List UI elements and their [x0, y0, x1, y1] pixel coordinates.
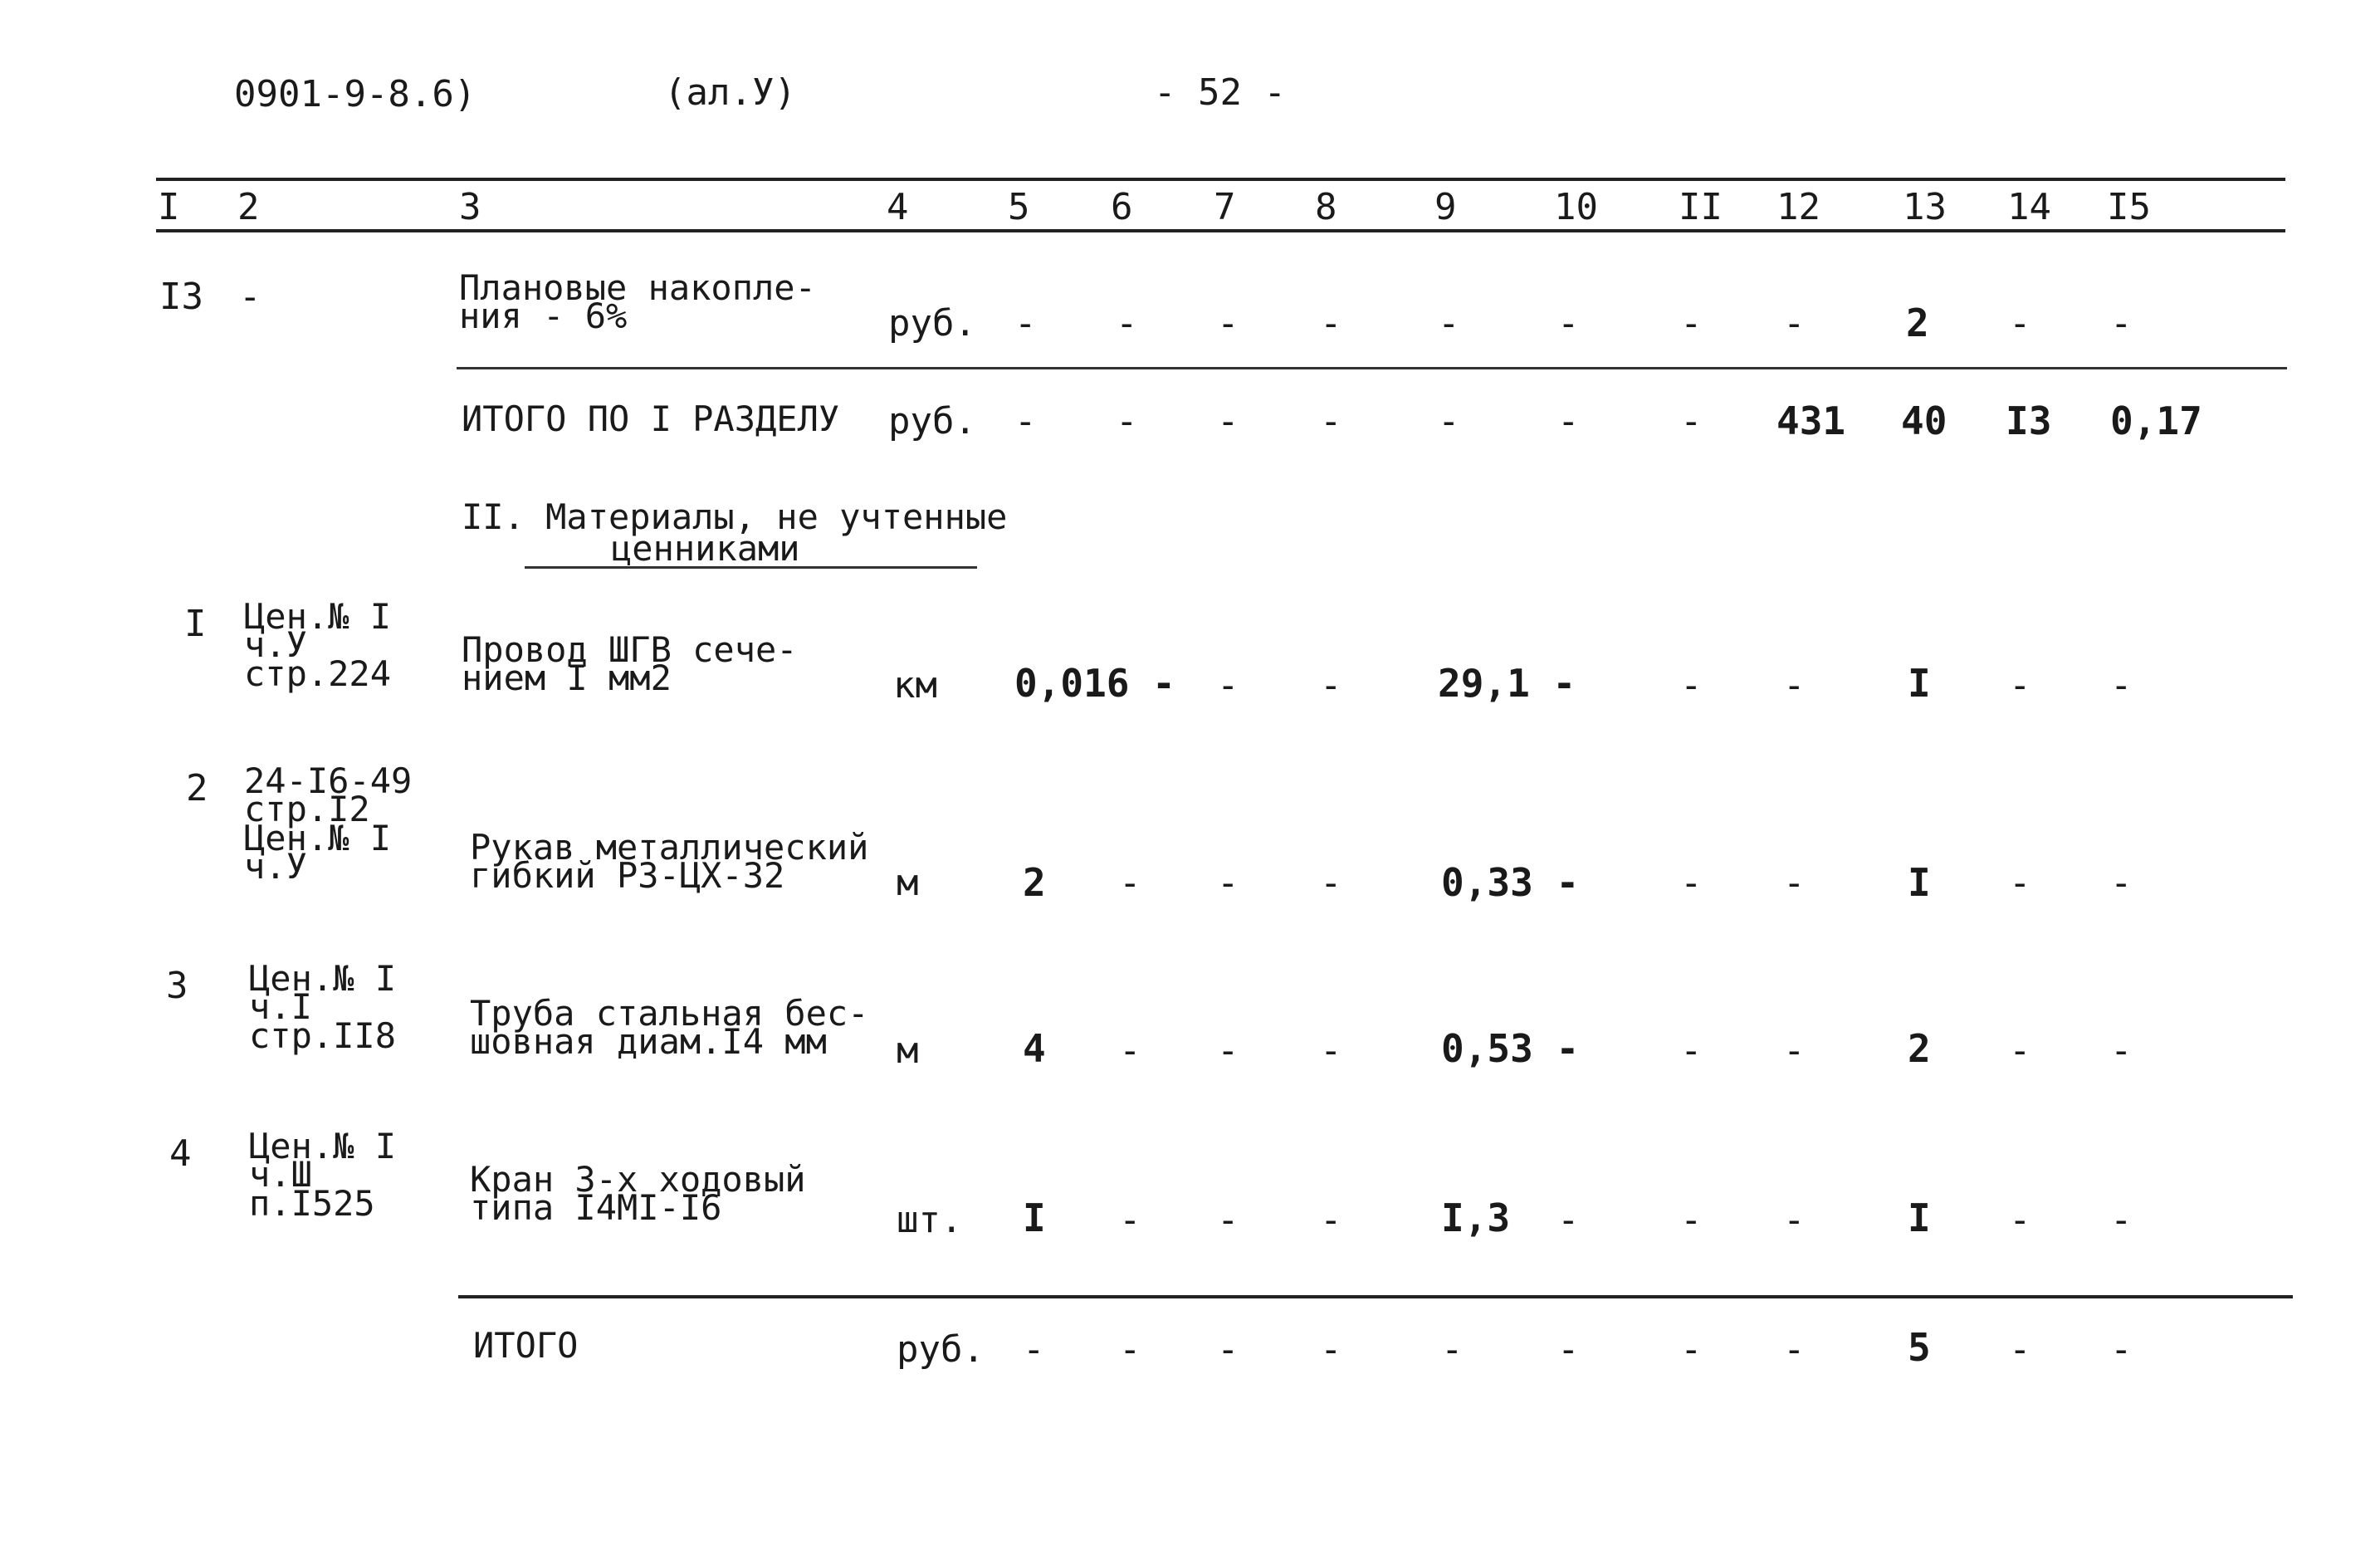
column-header: 5	[1008, 186, 1030, 228]
row-unit: шт.	[897, 1199, 963, 1241]
row-unit: км	[893, 664, 937, 707]
cell: -	[1116, 400, 1138, 443]
cell: -	[2009, 1199, 2031, 1241]
cell: -	[1217, 862, 1239, 904]
cell: 2	[1023, 860, 1046, 905]
cell: -	[1217, 302, 1239, 345]
column-header: 3	[459, 186, 481, 228]
cell: -	[1557, 400, 1580, 443]
total-rule	[458, 1295, 2293, 1298]
page-number: - 52 -	[1154, 71, 1286, 114]
cell: -	[1783, 1328, 1806, 1371]
cell: -	[2009, 664, 2031, 707]
cell: -	[1320, 862, 1342, 904]
row-unit: м	[897, 862, 919, 904]
cell: -	[2110, 1328, 2133, 1371]
cell: -	[1217, 664, 1239, 707]
cell: -	[2009, 302, 2031, 345]
section-title: II. Материалы, не учтенные	[462, 496, 1008, 537]
cell: -	[2110, 1199, 2133, 1241]
cell: 0,53 -	[1441, 1026, 1580, 1071]
table-top-rule	[156, 178, 2285, 181]
cell: -	[1320, 400, 1342, 443]
cell: -	[1783, 862, 1806, 904]
row-description: ИТОГО	[473, 1325, 579, 1366]
header-bottom-rule	[156, 229, 2285, 232]
row-number: 2	[186, 767, 208, 809]
cell: -	[1119, 1199, 1141, 1241]
cell: -	[1680, 1029, 1703, 1072]
row-unit: руб.	[897, 1328, 985, 1371]
cell: -	[1680, 862, 1703, 904]
cell: -	[1320, 1199, 1342, 1241]
row-unit: руб.	[888, 400, 976, 443]
cell: -	[1438, 302, 1460, 345]
column-header: 2	[237, 186, 260, 228]
column-header: I5	[2107, 186, 2151, 228]
row-description: Провод ШГВ сече- нием I мм2	[462, 629, 798, 699]
column-header: 12	[1776, 186, 1820, 228]
row-reference: -	[239, 276, 261, 318]
cell: -	[1680, 302, 1703, 345]
row-description: Плановые накопле- ния - 6%	[459, 267, 816, 337]
subtotal-rule	[457, 367, 2287, 369]
cell: -	[1119, 1328, 1141, 1371]
cell: -	[1680, 400, 1703, 443]
cell: -	[1783, 302, 1806, 345]
cell: I	[1023, 1196, 1046, 1240]
column-header: 4	[887, 186, 909, 228]
cell: -	[1680, 1199, 1703, 1241]
column-header: 9	[1434, 186, 1457, 228]
cell: 4	[1023, 1026, 1046, 1071]
cell: 431	[1776, 399, 1846, 443]
cell: I	[1908, 860, 1931, 905]
cell: I,3	[1441, 1196, 1511, 1240]
cell: -	[1014, 400, 1037, 443]
row-unit: руб.	[888, 302, 976, 345]
cell: -	[1023, 1328, 1045, 1371]
cell: -	[1557, 1199, 1580, 1241]
row-description: Труба стальная бес- шовная диам.I4 мм	[470, 993, 869, 1063]
column-header: 6	[1111, 186, 1133, 228]
document-code: 0901-9-8.6)	[234, 73, 476, 115]
column-header: 14	[2007, 186, 2051, 228]
column-header: II	[1679, 186, 1723, 228]
cell: -	[2110, 664, 2133, 707]
cell: -	[2110, 302, 2133, 345]
row-description: Кран 3-х ходовый типа I4МI-I6	[470, 1159, 806, 1229]
cell: 29,1 -	[1438, 661, 1576, 706]
sheet-label: (ал.У)	[664, 71, 796, 114]
row-description: Рукав металлический гибкий РЗ-ЦХ-32	[470, 827, 869, 897]
cell: I	[1908, 1196, 1931, 1240]
cell: -	[1680, 1328, 1703, 1371]
row-number: I3	[159, 276, 203, 318]
cell: -	[1680, 664, 1703, 707]
row-number: 4	[169, 1132, 192, 1175]
row-description: ИТОГО ПО I РАЗДЕЛУ	[462, 399, 840, 439]
cell: -	[1320, 1029, 1342, 1072]
column-header: I	[158, 186, 180, 228]
cell: -	[1783, 664, 1806, 707]
cell: -	[2110, 862, 2133, 904]
cell: -	[1116, 302, 1138, 345]
cell: -	[2110, 1029, 2133, 1072]
cell: 0,016 -	[1014, 661, 1175, 706]
cell: -	[1119, 862, 1141, 904]
cell: -	[1217, 1029, 1239, 1072]
cell: 0,17	[2110, 399, 2202, 443]
cell: -	[1438, 400, 1460, 443]
cell: I	[1908, 661, 1931, 706]
cell: -	[1014, 302, 1037, 345]
cell: -	[1783, 1029, 1806, 1072]
cell: -	[1320, 1328, 1342, 1371]
cell: -	[1557, 302, 1580, 345]
section-title-continuation: ценниками	[611, 528, 800, 569]
cell: 2	[1906, 301, 1929, 345]
cell: -	[1119, 1029, 1141, 1072]
cell: -	[1320, 302, 1342, 345]
cell: 0,33 -	[1441, 860, 1580, 905]
cell: 40	[1901, 399, 1947, 443]
cell: -	[1320, 664, 1342, 707]
column-header: 13	[1903, 186, 1947, 228]
cell: -	[1217, 1328, 1239, 1371]
row-reference: Цен.№ I ч.Ш п.I525	[249, 1126, 397, 1224]
cell: -	[1441, 1328, 1464, 1371]
cell: I3	[2006, 399, 2052, 443]
column-header: 10	[1554, 186, 1598, 228]
cell: -	[1217, 1199, 1239, 1241]
cell: -	[2009, 1029, 2031, 1072]
row-reference: 24-I6-49 стр.I2 Цен.№ I ч.У	[244, 760, 413, 888]
cell: -	[1557, 1328, 1580, 1371]
cell: -	[2009, 1328, 2031, 1371]
cell: -	[1783, 1199, 1806, 1241]
column-header: 7	[1214, 186, 1236, 228]
cell: 5	[1908, 1325, 1931, 1370]
cell: 2	[1908, 1026, 1931, 1071]
cell: -	[1217, 400, 1239, 443]
row-reference: Цен.№ I ч.I стр.II8	[249, 958, 397, 1056]
column-header: 8	[1315, 186, 1337, 228]
row-reference: Цен.№ I ч.У стр.224	[244, 596, 392, 694]
row-number: I	[184, 603, 207, 645]
cell: -	[2009, 862, 2031, 904]
row-number: 3	[166, 965, 188, 1007]
row-unit: м	[897, 1029, 919, 1072]
